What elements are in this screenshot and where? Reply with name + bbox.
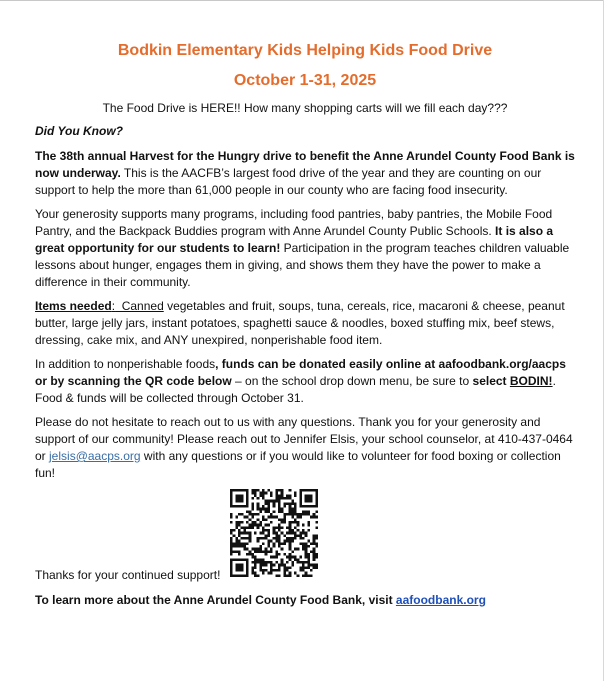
footer-text: To learn more about the Anne Arundel County Food Bank, visit (35, 593, 396, 607)
page-top-border (0, 0, 604, 1)
contact-paragraph (35, 414, 575, 482)
donation-paragraph (35, 356, 575, 407)
flyer-title: Bodkin Elementary Kids Helping Kids Food Drive (117, 42, 493, 59)
school-code-bodin: BODIN! (509, 374, 553, 388)
counselor-email-link[interactable]: jelsis@aacps.org (49, 449, 141, 463)
donation-text-2: – on the school drop down menu, be sure to (231, 374, 473, 388)
items-needed-colon: : (111, 299, 116, 313)
did-you-know-heading: Did You Know? (35, 124, 123, 138)
harvest-paragraph (35, 148, 575, 199)
donation-select: select (472, 374, 510, 388)
donation-text-1: In addition to nonperishable foods (35, 357, 216, 371)
items-canned: Canned (115, 299, 164, 313)
thanks-qr-row (35, 489, 575, 587)
donation-bold: , funds can be donated easily online at aafoodbank.org/aacps or by scanning the QR code below (35, 357, 566, 388)
contact-text-1: Please do not hesitate to reach out to us with any questions. Thank you for your generosity and support of our community! Please reach out to Jennifer Elsis, your school counselor, at 410-437-0464 or (35, 415, 573, 463)
items-list: vegetables and fruit, soups, tuna, cereals, rice, macaroni & cheese, peanut butter, large jelly jars, instant potatoes, spaghetti sauce & noodles, boxed stuffing mix, beef stews, dressing, cake mix, and ANY unexpired, nonperishable food item. (35, 299, 565, 347)
generosity-text-1: Your generosity supports many programs, including food pantries, baby pantries, the Mobile Food Pantry, and the Backpack Buddies program with Anne Arundel County Public Schools. (35, 207, 553, 238)
flyer-page (35, 36, 575, 608)
items-needed-label: Items needed (35, 299, 112, 313)
flyer-dates: October 1-31, 2025 (233, 72, 377, 89)
harvest-lead: The 38th annual Harvest for the Hungry drive to benefit the Anne Arundel County Food Bank is now underway. (35, 149, 575, 180)
intro-line: The Food Drive is HERE!! How many shopping carts will we fill each day??? (102, 101, 508, 115)
generosity-bold: It is also a great opportunity for our students to learn! (35, 224, 554, 255)
food-bank-link[interactable]: aafoodbank.org (395, 593, 486, 607)
donation-text-3: . Food & funds will be collected through October 31. (35, 374, 556, 405)
generosity-text-2: Participation in the program teaches children valuable lessons about hunger, engages them in giving, and shows them they have the power to make a difference in their community. (35, 241, 570, 289)
contact-text-2: with any questions or if you would like to volunteer for food boxing or collection fun! (35, 449, 561, 480)
qr-code-icon[interactable] (230, 489, 318, 577)
qr-modules (230, 489, 318, 577)
generosity-paragraph (35, 206, 575, 291)
harvest-body: This is the AACFB’s largest food drive of the year and they are counting on our support to help the more than 61,000 people in our county who are facing food insecurity. (35, 166, 542, 197)
items-needed-paragraph (35, 298, 575, 349)
thanks-line: Thanks for your continued support! (35, 568, 221, 582)
footer-line (35, 592, 575, 608)
